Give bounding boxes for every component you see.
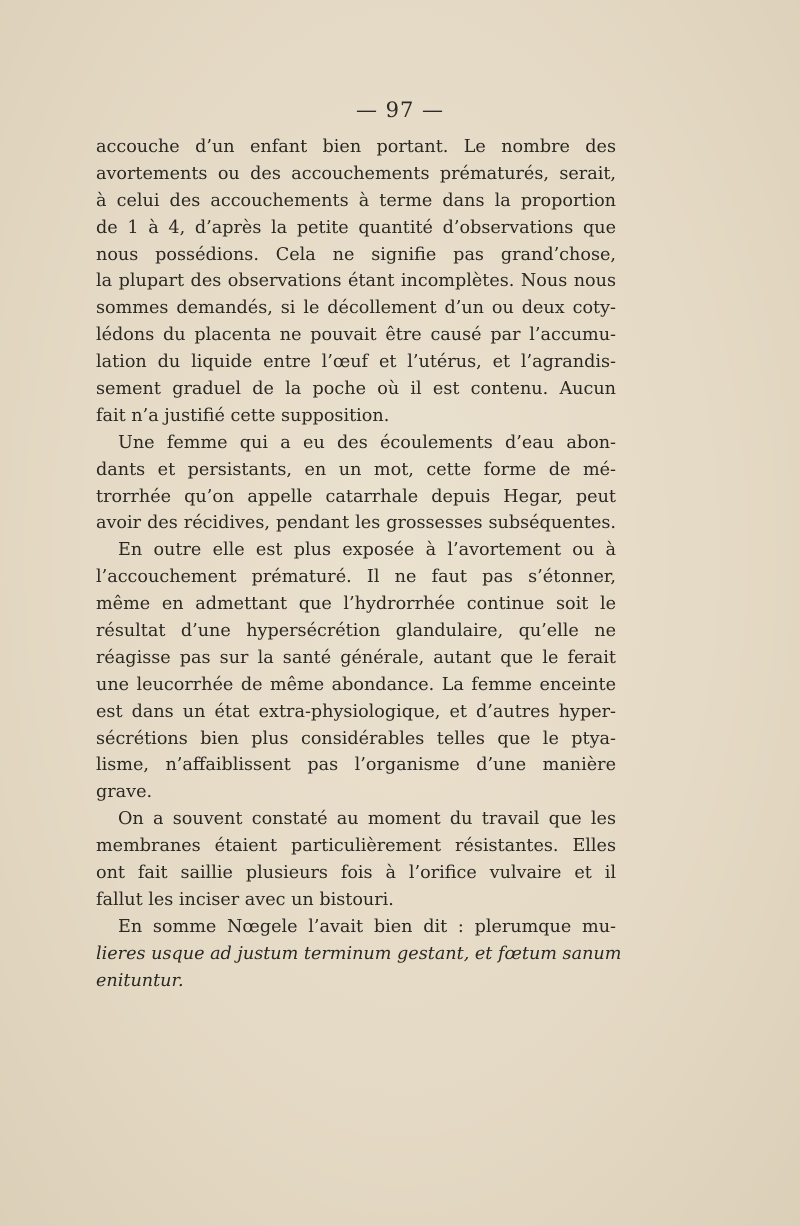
text-line: accouche d’un enfant bien portant. Le nombre des <box>96 137 616 157</box>
text-line: à celui des accouchements à terme dans la proportion <box>96 190 616 211</box>
body-text <box>96 134 622 995</box>
paragraph-start-line: En somme Nœgele l’avait bien dit : plerumque mu- <box>118 916 616 937</box>
text-line: l’accouchement prématuré. Il ne faut pas s’étonner, <box>96 567 616 588</box>
text-line: de 1 à 4, d’après la petite quantité d’observations que <box>96 217 616 238</box>
text-line: est dans un état extra-physiologique, et d’autres hyper- <box>96 701 616 722</box>
text-line: même en admettant que l’hydrorrhée continue soit le <box>96 594 616 615</box>
text-line: fallut les inciser avec un bistouri. <box>96 889 394 910</box>
paragraph-start-line: On a souvent constaté au moment du travail que les <box>118 809 616 830</box>
text-line: sécrétions bien plus considérables telles que le ptya- <box>96 728 616 749</box>
text-line: lisme, n’affaiblissent pas l’organisme d’une manière <box>96 755 616 776</box>
paragraph-start-line: Une femme qui a eu des écoulements d’eau abon- <box>118 432 616 453</box>
text-line: lation du liquide entre l’œuf et l’utérus, et l’agrandis- <box>96 352 616 373</box>
text-line: résultat d’une hypersécrétion glandulaire, qu’elle ne <box>96 621 616 642</box>
text-line: sommes demandés, si le décollement d’un ou deux coty- <box>96 298 616 319</box>
text-line: grave. <box>96 782 153 803</box>
latin-quote-line: lieres usque ad justum terminum gestant, et fœtum sanum <box>96 943 622 964</box>
text-line: nous possédions. Cela ne signifie pas grand’chose, <box>96 244 616 265</box>
page-number: — 97 — <box>355 98 445 122</box>
latin-quote-line: enituntur. <box>96 970 184 991</box>
text-line: avortements ou des accouchements prématurés, serait, <box>96 163 616 184</box>
text-line: sement graduel de la poche où il est contenu. Aucun <box>96 379 616 400</box>
paragraph-start-line: En outre elle est plus exposée à l’avortement ou à <box>118 540 616 561</box>
text-line: une leucorrhée de même abondance. La femme enceinte <box>96 674 616 695</box>
text-line: dants et persistants, en un mot, cette forme de mé- <box>96 459 616 480</box>
text-line: trorrhée qu’on appelle catarrhale depuis Hegar, peut <box>96 486 616 507</box>
text-line: la plupart des observations étant incomplètes. Nous nous <box>96 271 616 292</box>
text-line: lédons du placenta ne pouvait être causé par l’accumu- <box>96 325 616 346</box>
text-line: fait n’a justifié cette supposition. <box>96 405 390 426</box>
text-line: ont fait saillie plusieurs fois à l’orifice vulvaire et il <box>96 863 616 884</box>
text-line: réagisse pas sur la santé générale, autant que le ferait <box>96 647 616 668</box>
text-line: membranes étaient particulièrement résistantes. Elles <box>96 836 616 857</box>
text-line: avoir des récidives, pendant les grossesses subséquentes. <box>96 513 616 534</box>
